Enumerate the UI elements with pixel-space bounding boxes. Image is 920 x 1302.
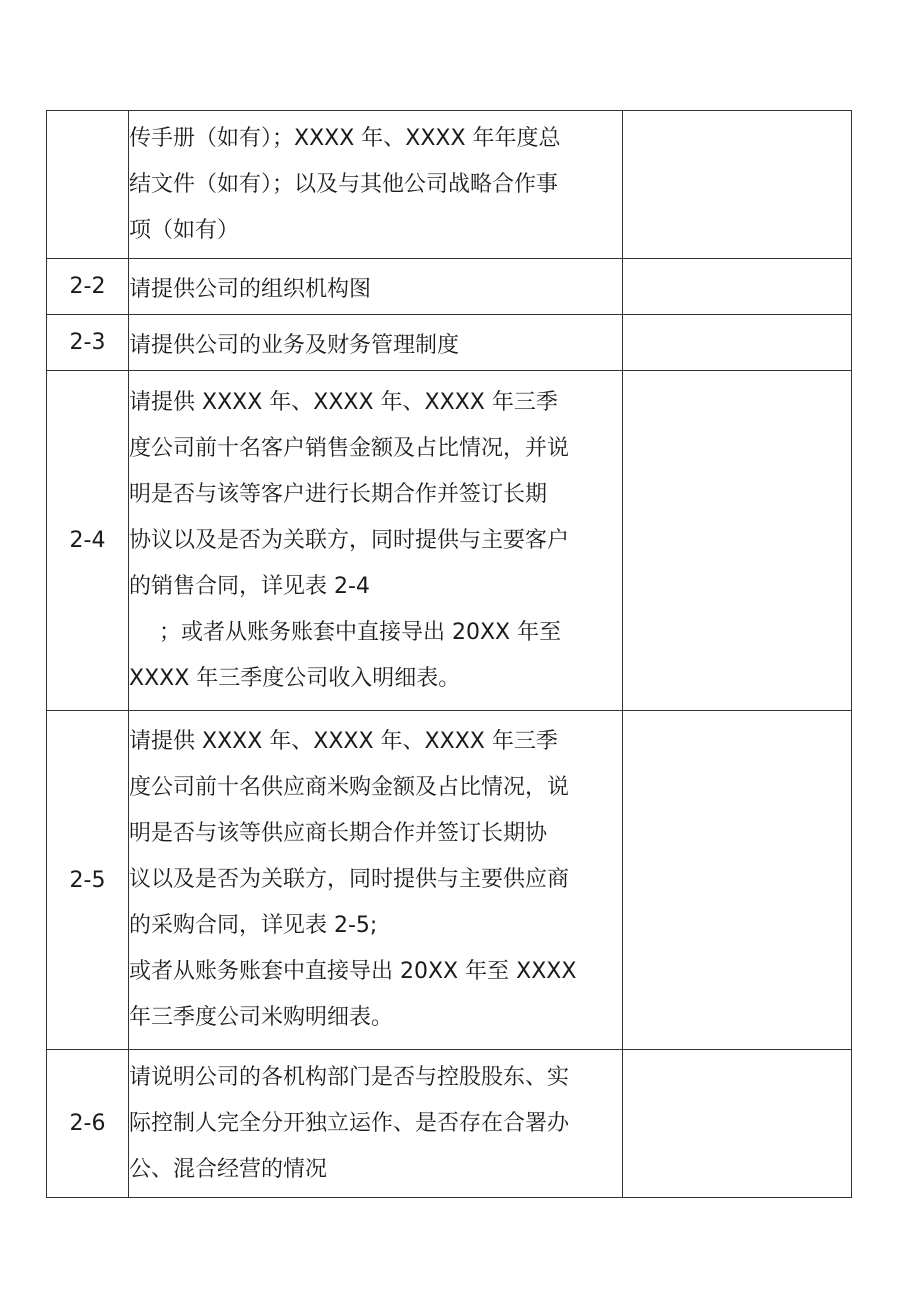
description-line: 请说明公司的各机构部门是否与控股股东、实 [129, 1064, 570, 1090]
table-row [47, 315, 852, 371]
description-line: 结文件（如有）；以及与其他公司战略合作事 [129, 171, 559, 197]
response-cell[interactable] [623, 111, 852, 259]
description-line: 项（如有） [129, 217, 240, 243]
table-row [47, 711, 852, 1050]
table-row [47, 111, 852, 259]
item-number: 2-4 [47, 371, 129, 711]
table-row [47, 259, 852, 315]
item-number: 2-6 [47, 1050, 129, 1198]
description-line: 议以及是否为关联方，同时提供与主要供应商 [129, 867, 570, 892]
description-line: 请提供公司的业务及财务管理制度 [129, 333, 460, 358]
response-cell[interactable] [623, 371, 852, 711]
description-line: 明是否与该等供应商长期合作并签订长期协 [129, 821, 548, 846]
response-cell[interactable] [623, 711, 852, 1050]
description-line: 度公司前十名供应商米购金额及占比情况，说 [129, 775, 570, 800]
item-description [129, 371, 623, 711]
description-line: 明是否与该等客户进行长期合作并签订长期 [129, 481, 548, 507]
item-description [129, 315, 623, 371]
item-number: 2-3 [47, 315, 129, 371]
table-row [47, 371, 852, 711]
item-number: 2-2 [47, 259, 129, 315]
item-description [129, 711, 623, 1050]
description-line: 协议以及是否为关联方，同时提供与主要客户 [129, 527, 570, 553]
item-description [129, 1050, 623, 1198]
response-cell[interactable] [623, 1050, 852, 1198]
description-line: 度公司前十名客户销售金额及占比情况，并说 [129, 435, 570, 461]
item-description [129, 259, 623, 315]
description-line: 际控制人完全分开独立运作、是否存在合署办 [129, 1110, 570, 1136]
response-cell[interactable] [623, 315, 852, 371]
table-row [47, 1050, 852, 1198]
description-line: 传手册（如有）；XXXX 年、XXXX 年年度总 [129, 125, 561, 151]
description-line: 或者从账务账套中直接导出 20XX 年至 XXXX [129, 959, 577, 984]
item-number: 2-5 [47, 711, 129, 1050]
item-description [129, 111, 623, 259]
description-line: 请提供 XXXX 年、XXXX 年、XXXX 年三季 [129, 729, 558, 754]
document-table [46, 110, 852, 1198]
description-line: ；或者从账务账套中直接导出 20XX 年至 [159, 619, 562, 645]
item-number [47, 111, 129, 259]
description-line: XXXX 年三季度公司收入明细表。 [129, 665, 461, 691]
description-line: 请提供公司的组织机构图 [129, 277, 372, 302]
description-line: 年三季度公司米购明细表。 [129, 1005, 394, 1030]
description-line: 公、混合经营的情况 [129, 1156, 328, 1182]
description-line: 的销售合同，详见表 2-4 [129, 573, 370, 599]
response-cell[interactable] [623, 259, 852, 315]
description-line: 请提供 XXXX 年、XXXX 年、XXXX 年三季 [129, 389, 558, 415]
description-line: 的采购合同，详见表 2-5; [129, 913, 378, 938]
